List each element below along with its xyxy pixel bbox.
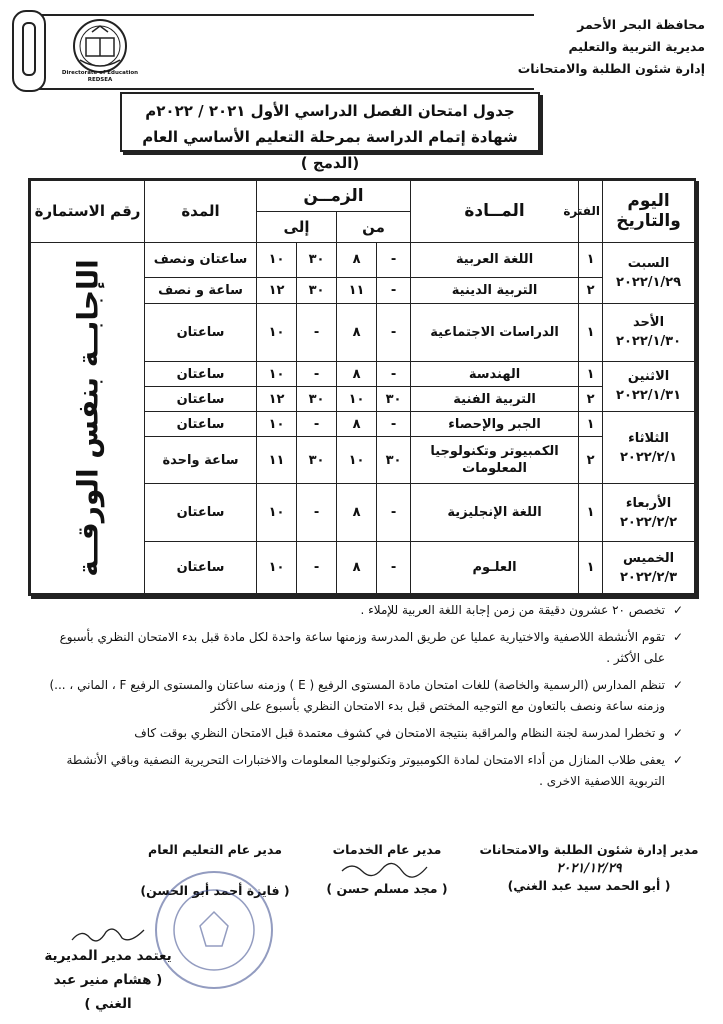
checkmark-icon: ✓ <box>672 726 683 740</box>
subject-cell: العلـوم <box>411 542 579 594</box>
subject-cell: الهندسة <box>411 361 579 387</box>
checkmark-icon: ✓ <box>672 630 683 644</box>
handwritten-date: ٢٠٢١/١٢/٢٩ <box>556 861 622 876</box>
duration-cell: ساعتان ونصف <box>145 242 257 277</box>
title-line-2: شهادة إتمام الدراسة بمرحلة التعليم الأساسي العام (الدمج ) <box>142 128 518 172</box>
duration-cell: ساعتان <box>145 303 257 361</box>
note-item: ✓ تنظم المدارس (الرسمية والخاصة) للغات امتحان مادة المستوى الرفيع ( E ) وزمنه ساعتان والمستوى الرفيع F ، الماني ، ...) وزمنه ساعة ونصف بالتعاون مع التوجيه المختص قبل بدء الامتحان النظري بأسبوع على الأكثر <box>43 675 683 717</box>
schedule-table-frame <box>28 178 696 596</box>
to-minute-cell: - <box>297 361 337 387</box>
approval-block <box>38 924 178 1016</box>
period-cell: ٢ <box>579 437 603 484</box>
approval-title: يعتمد مدير المديرية <box>44 948 172 964</box>
to-hour-cell: ١٠ <box>257 484 297 542</box>
day-cell-thursday: الخميس ٢٠٢٢/٢/٣ <box>603 542 695 594</box>
from-minute-cell: - <box>377 303 411 361</box>
checkmark-icon: ✓ <box>672 603 683 617</box>
period-cell: ١ <box>579 412 603 437</box>
to-minute-cell: ٣٠ <box>297 387 337 412</box>
notes-list <box>43 600 683 798</box>
period-cell: ٢ <box>579 387 603 412</box>
to-hour-cell: ١٠ <box>257 412 297 437</box>
day-cell-monday: الاثنين ٢٠٢٢/١/٣١ <box>603 361 695 412</box>
header-text <box>505 14 705 80</box>
checkmark-icon: ✓ <box>672 678 683 692</box>
to-hour-cell: ١١ <box>257 437 297 484</box>
period-cell: ١ <box>579 484 603 542</box>
header-time: الزمــن <box>257 181 411 212</box>
period-cell: ٢ <box>579 278 603 304</box>
to-hour-cell: ١٠ <box>257 303 297 361</box>
duration-cell: ساعة و نصف <box>145 278 257 304</box>
header-from: من <box>337 211 411 242</box>
duration-cell: ساعة واحدة <box>145 437 257 484</box>
header-subject: المــادة <box>411 181 579 243</box>
form-number-cell <box>31 242 145 593</box>
to-minute-cell: ٣٠ <box>297 437 337 484</box>
from-hour-cell: ٨ <box>337 484 377 542</box>
note-item: ✓ يعفى طلاب المنازل من أداء الامتحان لمادة الكومبيوتر وتكنولوجيا المعلومات والاختبارات التحريرية النصفية وباقي الأنشطة التربوية اللاصفية الاخرى . <box>43 750 683 792</box>
title-line-1: جدول امتحان الفصل الدراسي الأول ٢٠٢١ / ٢٠٢٢م <box>145 102 515 120</box>
period-cell: ١ <box>579 242 603 277</box>
department-label: إدارة شئون الطلبة والامتحانات <box>517 61 705 76</box>
from-minute-cell: - <box>377 361 411 387</box>
from-hour-cell: ٨ <box>337 361 377 387</box>
duration-cell: ساعتان <box>145 387 257 412</box>
approval-name: ( هشام منير عبد الغني ) <box>53 972 163 1012</box>
from-minute-cell: - <box>377 542 411 594</box>
subject-cell: اللغة العربية <box>411 242 579 277</box>
to-minute-cell: - <box>297 412 337 437</box>
schedule-table <box>30 180 695 594</box>
day-cell-saturday: السبت ٢٠٢٢/١/٢٩ <box>603 242 695 303</box>
duration-cell: ساعتان <box>145 412 257 437</box>
from-minute-cell: ٣٠ <box>377 387 411 412</box>
to-minute-cell: - <box>297 542 337 594</box>
from-hour-cell: ٨ <box>337 542 377 594</box>
to-hour-cell: ١٢ <box>257 278 297 304</box>
from-hour-cell: ١٠ <box>337 387 377 412</box>
note-item: ✓ و تخطرا لمدرسة لجنة النظام والمراقبة بنتيجة الامتحان في كشوف معتمدة قبل الامتحان النظري بوقت كاف <box>43 723 683 744</box>
note-item: ✓ تقوم الأنشطة اللاصفية والاختيارية عمليا عن طريق المدرسة وزمنها ساعة واحدة لكل مادة قبل بدء الامتحان النظري بأسبوع على الأكثر . <box>43 627 683 669</box>
to-minute-cell: - <box>297 484 337 542</box>
from-hour-cell: ١١ <box>337 278 377 304</box>
to-minute-cell: - <box>297 303 337 361</box>
checkmark-icon: ✓ <box>672 753 683 767</box>
from-hour-cell: ٨ <box>337 303 377 361</box>
header-day: اليوم والتاريخ <box>603 181 695 243</box>
from-hour-cell: ٨ <box>337 242 377 277</box>
header-period: الفترة <box>579 181 603 243</box>
from-minute-cell: - <box>377 412 411 437</box>
duration-cell: ساعتان <box>145 484 257 542</box>
signature-student-affairs: مدير إدارة شئون الطلبة والامتحانات ٢٠٢١/١٢/٢٩ ( أبو الحمد سيد عبد الغني) <box>479 842 699 893</box>
header-form-number: رقم الاستمارة <box>31 181 145 243</box>
to-minute-cell: ٣٠ <box>297 242 337 277</box>
day-cell-sunday: الأحد ٢٠٢٢/١/٣٠ <box>603 303 695 361</box>
day-cell-wednesday: الأربعاء ٢٠٢٢/٢/٢ <box>603 484 695 542</box>
header-duration: المدة <box>145 181 257 243</box>
day-cell-tuesday: الثلاثاء ٢٠٢٢/٢/١ <box>603 412 695 484</box>
same-sheet-note: الإجابــة بنفس الورقــة <box>71 259 104 577</box>
period-cell: ١ <box>579 542 603 594</box>
governorate-label: محافظة البحر الأحمر <box>577 17 705 32</box>
to-hour-cell: ١٠ <box>257 542 297 594</box>
period-cell: ١ <box>579 361 603 387</box>
logo-caption: Directorate of Education REDSEA <box>61 70 139 83</box>
duration-cell: ساعتان <box>145 542 257 594</box>
signature-general-education: مدير عام التعليم العام ( فايزة أحمد أبو الحسن) <box>140 842 290 898</box>
from-minute-cell: - <box>377 242 411 277</box>
handwritten-signature <box>337 859 437 879</box>
subject-cell: اللغة الإنجليزية <box>411 484 579 542</box>
from-minute-cell: ٣٠ <box>377 437 411 484</box>
from-minute-cell: - <box>377 278 411 304</box>
note-item: ✓ تخصص ٢٠ عشرون دقيقة من زمن إجابة اللغة العربية للإملاء . <box>43 600 683 621</box>
to-hour-cell: ١٠ <box>257 361 297 387</box>
signature-services: مدير عام الخدمات ( مجد مسلم حسن ) <box>326 842 448 896</box>
header-to: إلى <box>257 211 337 242</box>
title-box <box>120 92 540 172</box>
to-hour-cell: ١٠ <box>257 242 297 277</box>
handwritten-signature <box>68 924 148 946</box>
from-hour-cell: ٨ <box>337 412 377 437</box>
to-minute-cell: ٣٠ <box>297 278 337 304</box>
subject-cell: التربية الفنية <box>411 387 579 412</box>
subject-cell: الدراسات الاجتماعية <box>411 303 579 361</box>
from-hour-cell: ١٠ <box>337 437 377 484</box>
to-hour-cell: ١٢ <box>257 387 297 412</box>
directorate-label: مديرية التربية والتعليم <box>568 39 705 54</box>
duration-cell: ساعتان <box>145 361 257 387</box>
from-minute-cell: - <box>377 484 411 542</box>
period-cell: ١ <box>579 303 603 361</box>
subject-cell: التربية الدينية <box>411 278 579 304</box>
subject-cell: الكمبيوتر وتكنولوجيا المعلومات <box>411 437 579 484</box>
scroll-curl-decoration <box>12 10 46 92</box>
subject-cell: الجبر والإحصاء <box>411 412 579 437</box>
